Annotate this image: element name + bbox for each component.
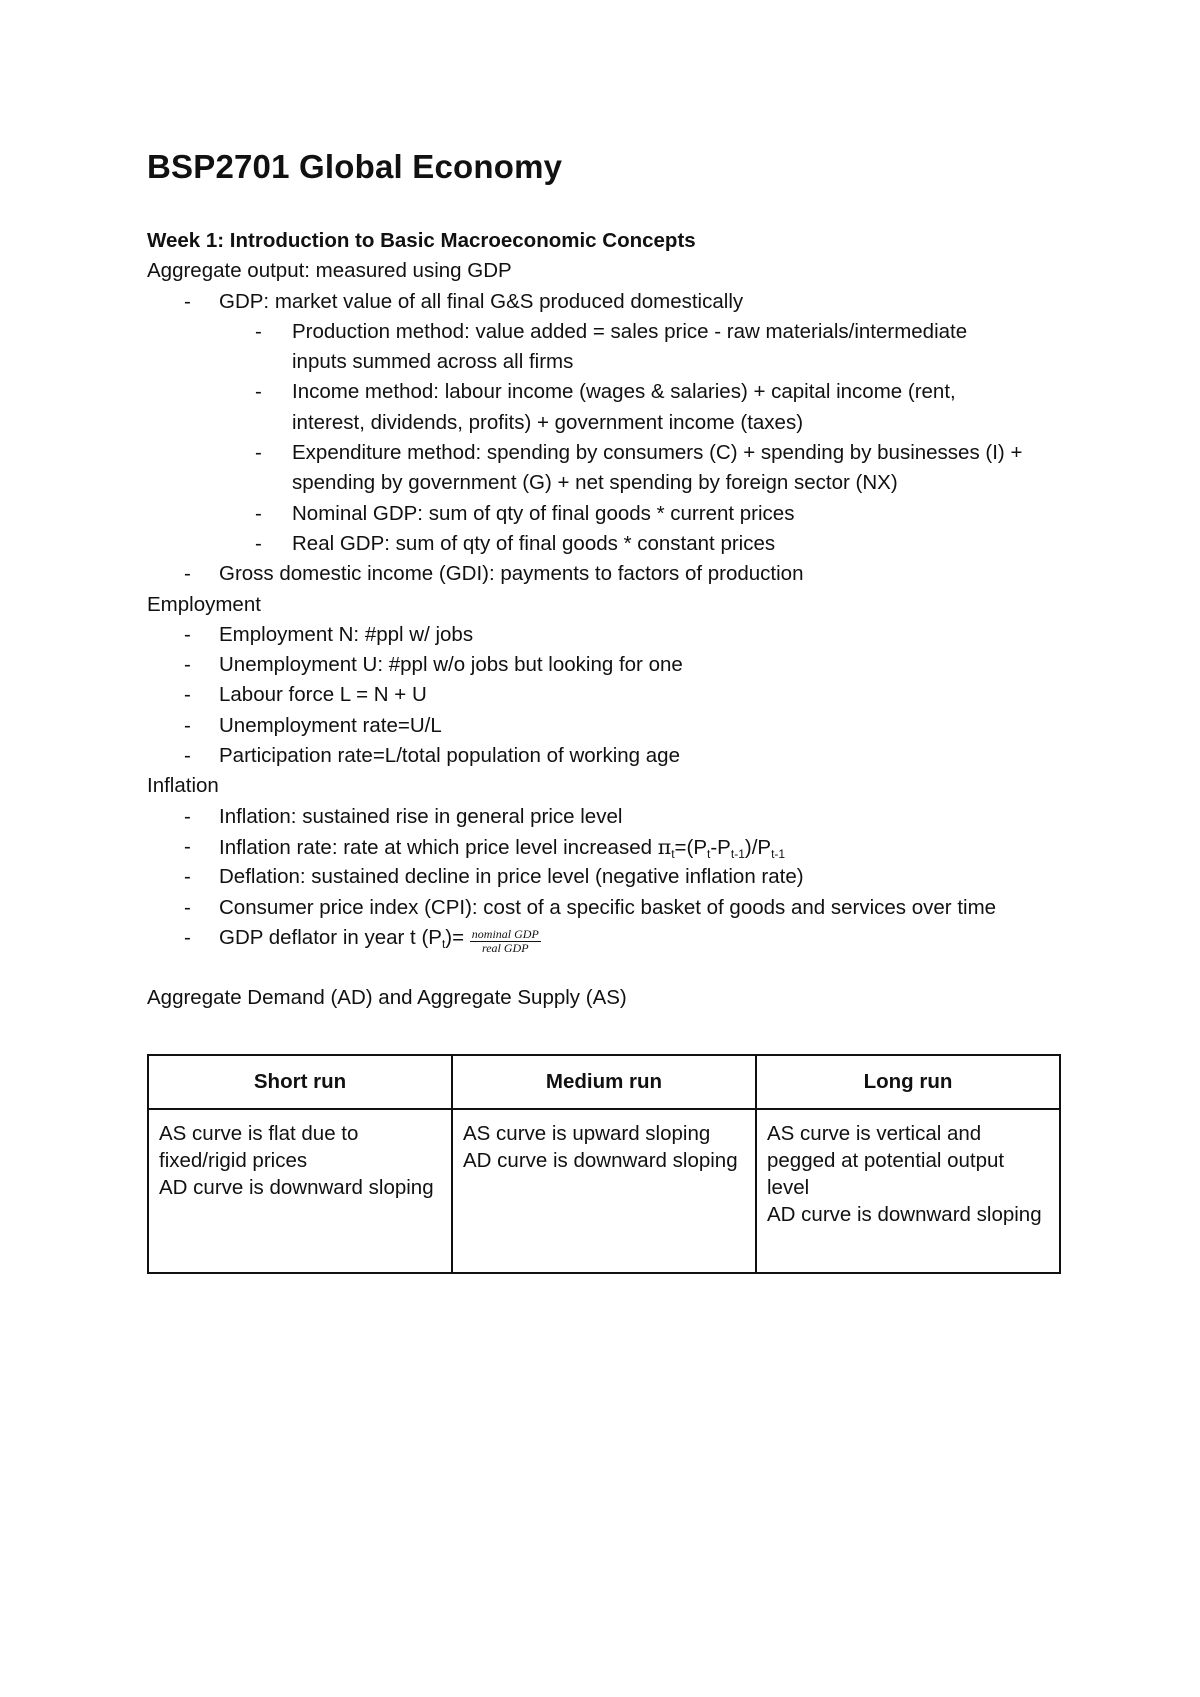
bullet-dash: -	[184, 622, 191, 646]
sub-bullet-item	[147, 377, 1067, 438]
bullet-dash: -	[184, 653, 191, 677]
bullet-item	[147, 680, 1067, 710]
employment-item: Labour force L = N + U	[219, 683, 427, 707]
cell-line: AD curve is downward sloping	[767, 1203, 1042, 1226]
ad-as-table	[147, 1054, 1061, 1274]
cell-line: AS curve is flat due to fixed/rigid prices	[159, 1122, 359, 1172]
bullet-dash: -	[184, 865, 191, 889]
ad-as-label: Aggregate Demand (AD) and Aggregate Supply (AS)	[147, 986, 627, 1010]
employment-label: Employment	[147, 592, 261, 616]
bullet-dash: -	[184, 895, 191, 919]
formula-part: )/P	[744, 835, 772, 859]
pi-symbol: π	[657, 834, 672, 859]
bullet-item	[147, 802, 1067, 832]
bullet-item	[147, 711, 1067, 741]
table-cell	[148, 1109, 452, 1273]
bullet-dash: -	[184, 562, 191, 586]
gdp-definition: GDP: market value of all final G&S produced domestically	[219, 289, 744, 313]
sub-bullet-item	[147, 317, 1067, 378]
sub-bullet-item	[147, 529, 1067, 559]
bullet-item	[147, 559, 1067, 589]
bullet-dash: -	[255, 501, 262, 525]
gdp-deflator-fraction	[470, 928, 541, 955]
bullet-dash: -	[184, 744, 191, 768]
bullet-item	[147, 620, 1067, 650]
table-header: Medium run	[452, 1055, 756, 1109]
employment-item: Employment N: #ppl w/ jobs	[219, 622, 474, 646]
gdi-definition: Gross domestic income (GDI): payments to factors of production	[219, 562, 804, 586]
table-cell	[452, 1109, 756, 1273]
employment-item: Participation rate=L/total population of working age	[219, 744, 680, 768]
bullet-item	[147, 650, 1067, 680]
nominal-gdp: Nominal GDP: sum of qty of final goods * current prices	[292, 501, 795, 525]
formula-subscript: t-1	[730, 846, 745, 861]
bullet-item	[147, 287, 1067, 317]
cell-line: AS curve is upward sloping	[463, 1122, 711, 1145]
bullet-item	[147, 862, 1067, 892]
formula-part: )=	[445, 925, 470, 949]
formula-part: =(P	[674, 835, 708, 859]
bullet-dash: -	[184, 925, 191, 949]
bullet-item	[147, 832, 1067, 862]
inflation-label: Inflation	[147, 774, 219, 798]
fraction-denominator: real GDP	[482, 940, 529, 955]
sub-bullet-item	[147, 438, 1067, 499]
bullet-dash: -	[184, 804, 191, 828]
bullet-dash: -	[255, 380, 262, 404]
real-gdp: Real GDP: sum of qty of final goods * constant prices	[292, 531, 776, 555]
cpi-definition: Consumer price index (CPI): cost of a specific basket of goods and services over time	[219, 895, 997, 919]
formula-subscript: t	[441, 936, 446, 951]
bullet-dash: -	[184, 713, 191, 737]
bullet-dash: -	[255, 441, 262, 465]
income-method: Income method: labour income (wages & salaries) + capital income (rent, interest, dividends, profits) + government income (taxes)	[292, 380, 956, 434]
table-header-row	[148, 1055, 1060, 1109]
document-title: BSP2701 Global Economy	[147, 148, 563, 185]
aggregate-output-label: Aggregate output: measured using GDP	[147, 259, 512, 283]
sub-bullet-item	[147, 499, 1067, 529]
bullet-dash: -	[184, 289, 191, 313]
inflation-rate-text: Inflation rate: rate at which price level increased	[219, 835, 658, 859]
spacer	[147, 953, 1067, 983]
bullet-dash: -	[255, 531, 262, 555]
formula-part: -P	[710, 835, 731, 859]
bullet-item	[147, 923, 1067, 953]
bullet-dash: -	[184, 683, 191, 707]
expenditure-method: Expenditure method: spending by consumers (C) + spending by businesses (I) + spending by government (G) + net spending by foreign sector (NX)	[292, 441, 1023, 495]
employment-item: Unemployment rate=U/L	[219, 713, 442, 737]
formula-subscript: t	[671, 846, 675, 861]
inflation-rate-formula	[658, 836, 785, 859]
inflation-definition: Inflation: sustained rise in general price level	[219, 804, 623, 828]
table-row	[148, 1109, 1060, 1273]
bullet-dash: -	[255, 319, 262, 343]
deflation-definition: Deflation: sustained decline in price level (negative inflation rate)	[219, 865, 804, 889]
table-header: Long run	[756, 1055, 1060, 1109]
gdp-deflator-text: GDP deflator in year t (P	[219, 925, 442, 949]
cell-line: AD curve is downward sloping	[463, 1149, 738, 1172]
bullet-item	[147, 893, 1067, 923]
fraction-numerator: nominal GDP	[471, 926, 539, 941]
cell-line: AD curve is downward sloping	[159, 1176, 434, 1199]
bullet-dash: -	[184, 834, 191, 858]
table-cell	[756, 1109, 1060, 1273]
bullet-item	[147, 741, 1067, 771]
cell-line: AS curve is vertical and pegged at potential output level	[767, 1122, 1005, 1199]
section-heading: Week 1: Introduction to Basic Macroeconomic Concepts	[147, 229, 696, 252]
document-body	[147, 226, 1067, 1013]
formula-subscript: t	[707, 846, 711, 861]
employment-item: Unemployment U: #ppl w/o jobs but looking for one	[219, 653, 683, 677]
table-header: Short run	[148, 1055, 452, 1109]
production-method: Production method: value added = sales price - raw materials/intermediate inputs summed across all firms	[292, 319, 968, 374]
formula-subscript: t-1	[771, 846, 786, 861]
